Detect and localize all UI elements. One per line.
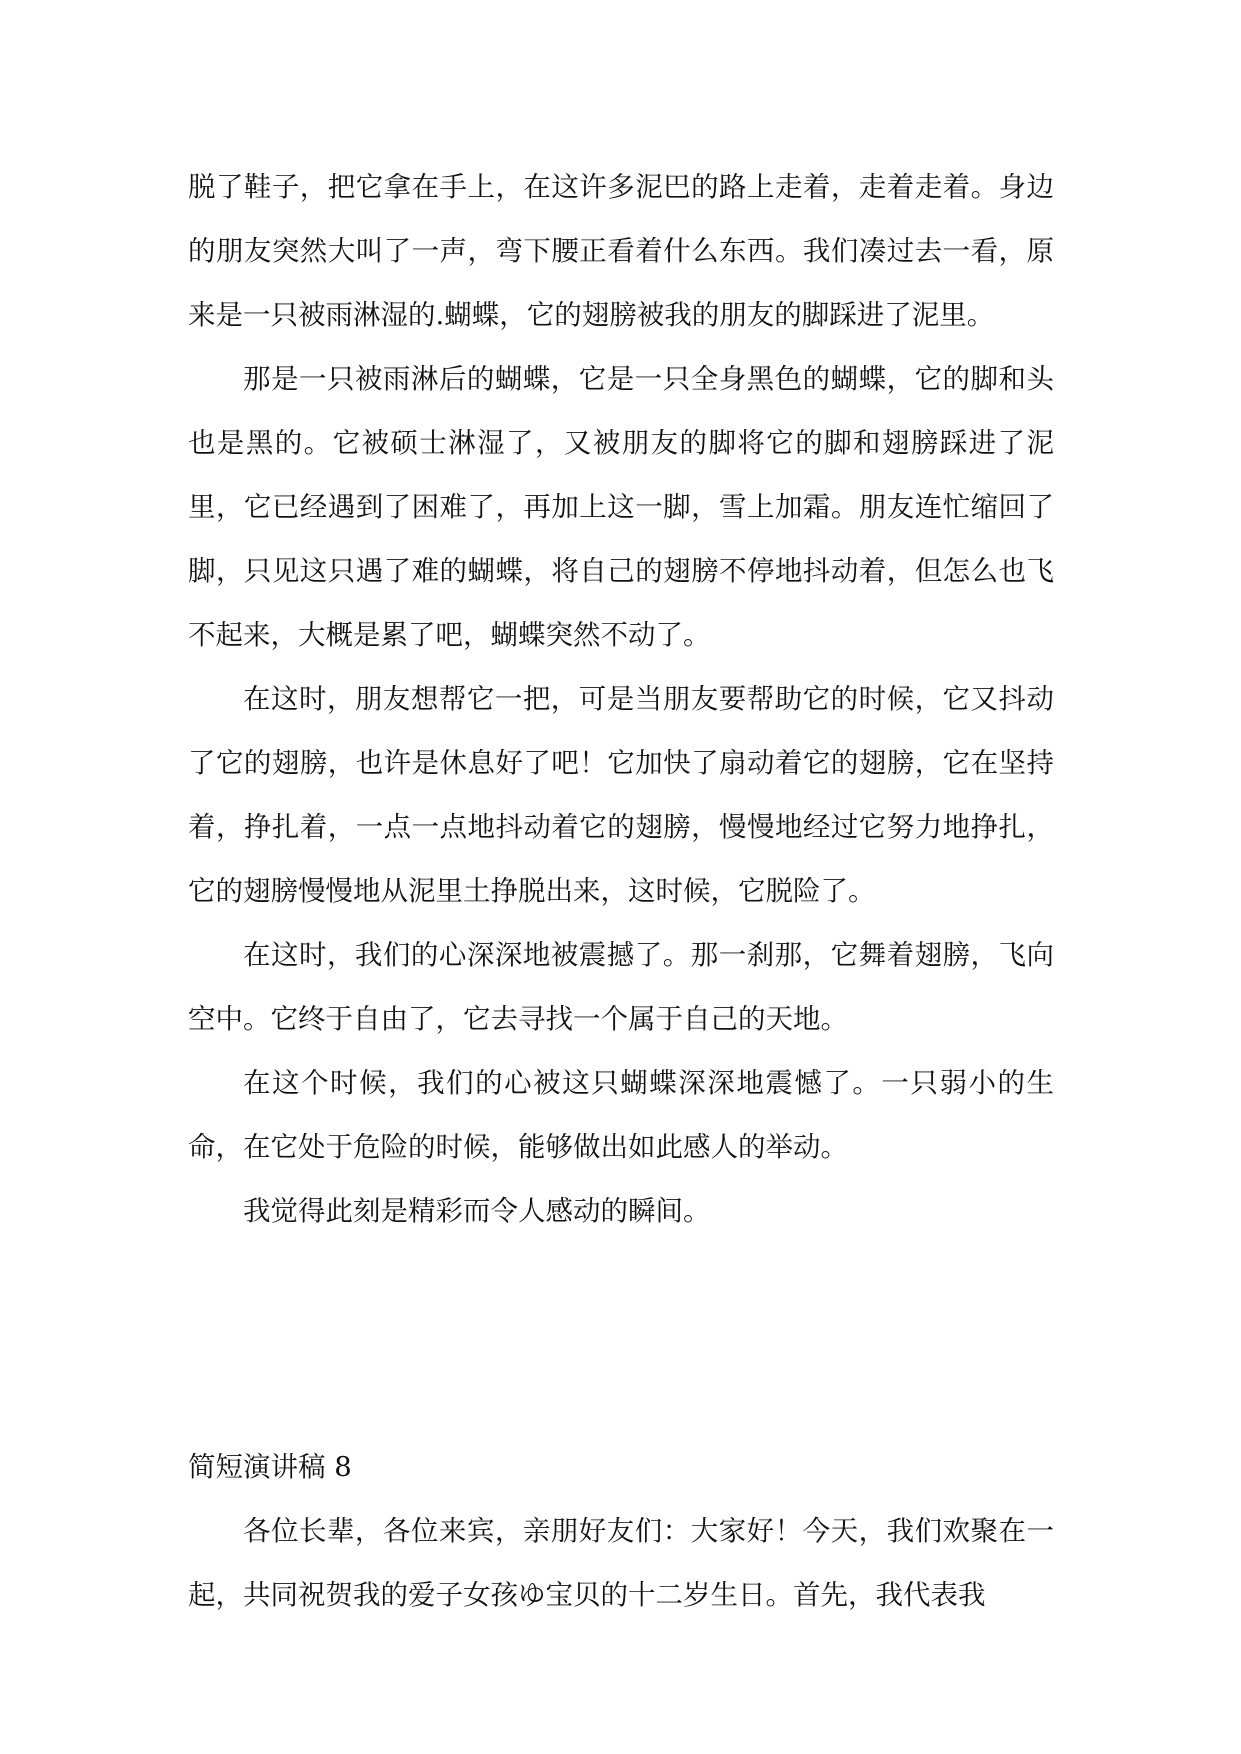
section-gap xyxy=(188,1243,1054,1435)
paragraph-butterfly-description: 那是一只被雨淋后的蝴蝶，它是一只全身黑色的蝴蝶，它的脚和头也是黑的。它被硕士淋湿了，又被朋友的脚将它的脚和翅膀踩进了泥里，它已经遇到了困难了，再加上这一脚，雪上加霜。朋友连忙缩回了脚，只见这只遇了难的蝴蝶，将自己的翅膀不停地抖动着，但怎么也飞不起来，大概是累了吧，蝴蝶突然不动了。 xyxy=(188,363,1054,651)
document-body xyxy=(188,155,1054,1627)
paragraph-butterfly-struggle: 在这时，朋友想帮它一把，可是当朋友要帮助它的时候，它又抖动了它的翅膀，也许是休息好了吧！它加快了扇动着它的翅膀，它在坚持着，挣扎着，一点一点地抖动着它的翅膀，慢慢地经过它努力地挣扎，它的翅膀慢慢地从泥里土挣脱出来，这时候，它脱险了。 xyxy=(188,683,1054,907)
paragraph-continuation: 脱了鞋子，把它拿在手上，在这许多泥巴的路上走着，走着走着。身边的朋友突然大叫了一声，弯下腰正看着什么东西。我们凑过去一看，原来是一只被雨淋湿的.蝴蝶，它的翅膀被我的朋友的脚踩进了泥里。 xyxy=(188,171,1054,331)
paragraph-speech-opening: 各位长辈，各位来宾，亲朋好友们：大家好！今天，我们欢聚在一起，共同祝贺我的爱子女孩ゆ宝贝的十二岁生日。首先，我代表我 xyxy=(188,1515,1054,1611)
paragraph-butterfly-flight: 在这时，我们的心深深地被震撼了。那一刹那，它舞着翅膀，飞向空中。它终于自由了，它去寻找一个属于自己的天地。 xyxy=(188,939,1054,1035)
section-heading: 简短演讲稿 8 xyxy=(188,1451,352,1483)
paragraph-reflection: 在这个时候，我们的心被这只蝴蝶深深地震憾了。一只弱小的生命，在它处于危险的时候，能够做出如此感人的举动。 xyxy=(188,1067,1054,1163)
paragraph-conclusion: 我觉得此刻是精彩而令人感动的瞬间。 xyxy=(243,1195,711,1227)
